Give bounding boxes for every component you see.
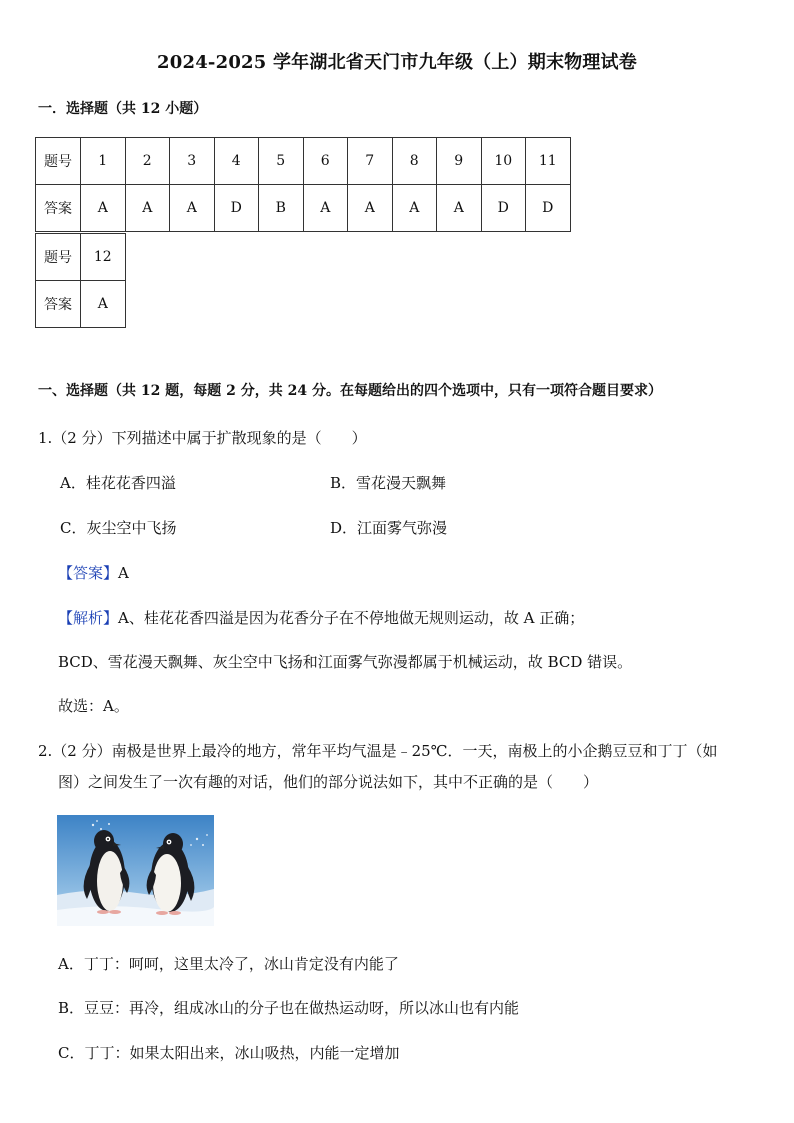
question-number: 3	[170, 138, 215, 185]
question-2-stem-line-2: 图）之间发生了一次有趣的对话，他们的部分说法如下，其中不正确的是（ ）	[58, 773, 599, 791]
table-row-numbers	[36, 234, 126, 281]
question-number: 6	[303, 138, 348, 185]
q2-option-b: B．豆豆：再冷，组成冰山的分子也在做热运动呀，所以冰山也有内能	[58, 999, 520, 1017]
answer-section-heading: 一．选择题（共 12 小题）	[38, 101, 208, 117]
question-2-stem-line-1: 2.（2 分）南极是世界上最冷的地方，常年平均气温是﹣25℃．一天，南极上的小企鹅豆豆和丁丁（如	[38, 742, 718, 760]
row-label-question: 题号	[36, 138, 81, 185]
question-number: 2	[125, 138, 170, 185]
answer-cell: D	[526, 185, 571, 232]
answer-cell: A	[170, 185, 215, 232]
row-label-question: 题号	[36, 234, 81, 281]
table-row-numbers	[36, 138, 571, 185]
question-number: 8	[392, 138, 437, 185]
answer-cell: A	[392, 185, 437, 232]
question-number: 10	[481, 138, 526, 185]
q1-analysis-line-2: BCD、雪花漫天飘舞、灰尘空中飞扬和江面雾气弥漫都属于机械运动，故 BCD 错误。	[58, 653, 633, 671]
answer-cell: A	[81, 185, 126, 232]
row-label-answer: 答案	[36, 185, 81, 232]
q1-option-d: D．江面雾气弥漫	[330, 519, 448, 537]
penguins-photo	[57, 815, 214, 926]
row-label-answer: 答案	[36, 281, 81, 328]
answer-cell: A	[125, 185, 170, 232]
q1-option-a: A．桂花花香四溢	[60, 474, 176, 492]
q2-option-a: A．丁丁：呵呵，这里太冷了，冰山肯定没有内能了	[58, 955, 399, 973]
answer-cell: A	[303, 185, 348, 232]
question-number: 5	[259, 138, 304, 185]
q1-answer	[58, 562, 129, 583]
answer-cell: A	[81, 281, 126, 328]
q1-conclusion: 故选：A。	[58, 697, 129, 715]
q1-option-b: B．雪花漫天飘舞	[330, 474, 447, 492]
q1-analysis	[58, 607, 584, 628]
page-title: 2024-2025 学年湖北省天门市九年级（上）期末物理试卷	[157, 52, 637, 73]
question-number: 12	[81, 234, 126, 281]
section-heading: 一、选择题（共 12 题，每题 2 分，共 24 分。在每题给出的四个选项中，只有一项符合题目要求）	[38, 383, 662, 399]
question-1-stem: 1.（2 分）下列描述中属于扩散现象的是（ ）	[38, 429, 367, 447]
table-row-answers	[36, 281, 126, 328]
table-row-answers	[36, 185, 571, 232]
analysis-text: A、桂花花香四溢是因为花香分子在不停地做无规则运动，故 A 正确；	[118, 609, 585, 627]
q2-option-c: C．丁丁：如果太阳出来，冰山吸热，内能一定增加	[58, 1044, 400, 1062]
answer-value: A	[118, 564, 129, 582]
answer-table-1	[35, 137, 571, 232]
question-number: 9	[437, 138, 482, 185]
question-number: 4	[214, 138, 259, 185]
answer-cell: D	[481, 185, 526, 232]
analysis-tag: 【解析】	[58, 609, 119, 627]
question-number: 1	[81, 138, 126, 185]
answer-tag: 【答案】	[58, 564, 119, 582]
answer-cell: D	[214, 185, 259, 232]
question-number: 7	[348, 138, 393, 185]
answer-cell: A	[437, 185, 482, 232]
answer-cell: A	[348, 185, 393, 232]
answer-table-2	[35, 233, 126, 328]
question-number: 11	[526, 138, 571, 185]
q1-option-c: C．灰尘空中飞扬	[60, 519, 177, 537]
answer-cell: B	[259, 185, 304, 232]
